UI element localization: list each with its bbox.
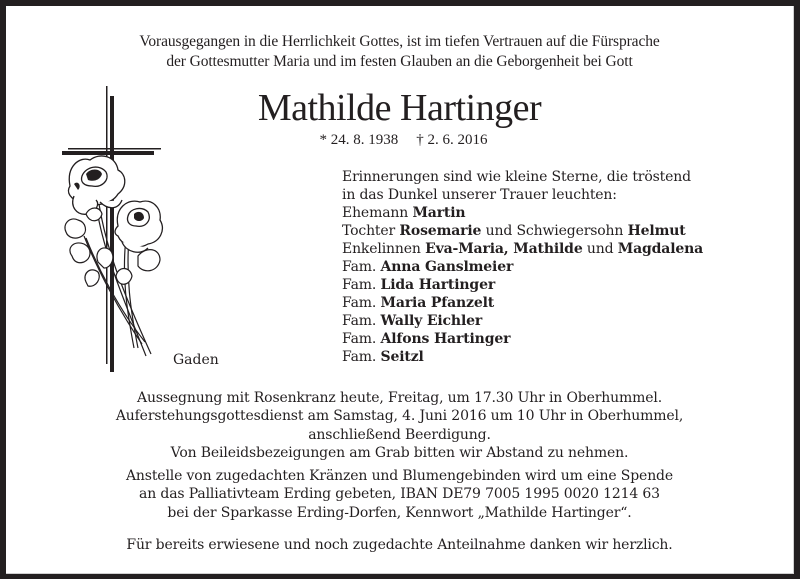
mourners-verse-line-1: Erinnerungen sind wie kleine Sterne, die tröstend bbox=[342, 169, 691, 185]
mourner-relation: Tochter bbox=[342, 223, 400, 239]
service-notices bbox=[6, 389, 793, 463]
mourner-name: Rosemarie bbox=[399, 223, 482, 239]
mourner-line bbox=[342, 240, 703, 258]
mourner-relation: Fam. bbox=[342, 349, 381, 365]
mourner-relation: Fam. bbox=[342, 331, 381, 347]
mourner-line bbox=[342, 204, 703, 222]
mourner-name: Magdalena bbox=[617, 241, 704, 257]
mourners-block bbox=[342, 168, 703, 366]
mourner-line bbox=[342, 330, 703, 348]
mourner-relation: und bbox=[582, 241, 618, 257]
mourner-relation: Fam. bbox=[342, 313, 381, 329]
mourner-list bbox=[342, 204, 703, 366]
mourner-relation: und Schwiegersohn bbox=[481, 223, 628, 239]
mourner-relation: Ehemann bbox=[342, 205, 413, 221]
notice-line-2: Auferstehungsgottesdienst am Samstag, 4. Juni 2016 um 10 Uhr in Oberhummel, bbox=[115, 408, 684, 425]
intro-line-1: Vorausgegangen in die Herrlichkeit Gottes, ist im tiefen Vertrauen auf die Fürsprache bbox=[139, 33, 660, 50]
mourner-line bbox=[342, 222, 703, 240]
mourner-line bbox=[342, 294, 703, 312]
mourner-name: Alfons Hartinger bbox=[380, 331, 511, 347]
notice-line-3: anschließend Beerdigung. bbox=[308, 426, 491, 443]
cross-with-roses-icon bbox=[56, 86, 216, 386]
mourner-name: Lida Hartinger bbox=[380, 277, 496, 293]
mourner-line bbox=[342, 258, 703, 276]
obituary-card bbox=[6, 6, 794, 574]
mourner-name: Maria Pfanzelt bbox=[380, 295, 495, 311]
place-of-residence: Gaden bbox=[173, 352, 219, 368]
mourner-line bbox=[342, 276, 703, 294]
notice-line-4: Von Beileidsbezeigungen am Grab bitten wir Abstand zu nehmen. bbox=[170, 445, 629, 462]
mourner-relation: Fam. bbox=[342, 277, 381, 293]
donation-line-2: an das Palliativteam Erding gebeten, IBAN DE79 7005 1995 0020 1214 63 bbox=[139, 486, 660, 503]
mourner-line bbox=[342, 348, 703, 366]
mourner-relation: Enkelinnen bbox=[342, 241, 426, 257]
donation-request bbox=[6, 467, 793, 522]
mourner-relation: Fam. bbox=[342, 295, 381, 311]
birth-date: * 24. 8. 1938 bbox=[319, 132, 399, 148]
mourner-name: Wally Eichler bbox=[380, 313, 483, 329]
mourner-name: Helmut bbox=[627, 223, 686, 239]
mourner-name: Anna Ganslmeier bbox=[380, 259, 514, 275]
mourner-name: Eva-Maria, Mathilde bbox=[425, 241, 583, 257]
mourners-verse-line-2: in das Dunkel unserer Trauer leuchten: bbox=[342, 187, 617, 203]
donation-line-1: Anstelle von zugedachten Kränzen und Blumengebinden wird um eine Spende bbox=[125, 468, 674, 484]
donation-line-3: bei der Sparkasse Erding-Dorfen, Kennwort „Mathilde Hartinger“. bbox=[167, 504, 632, 521]
intro-line-2: der Gottesmutter Maria und im festen Glauben an die Geborgenheit bei Gott bbox=[166, 53, 633, 70]
mourner-name: Seitzl bbox=[380, 349, 424, 365]
intro-verse bbox=[6, 32, 793, 72]
mourner-relation: Fam. bbox=[342, 259, 381, 275]
death-date: † 2. 6. 2016 bbox=[416, 132, 488, 148]
mourner-line bbox=[342, 312, 703, 330]
deceased-name: Mathilde Hartinger bbox=[257, 87, 542, 129]
thanks-line: Für bereits erwiesene und noch zugedachte Anteilnahme danken wir herzlich. bbox=[126, 537, 673, 553]
mourner-name: Martin bbox=[412, 205, 466, 221]
notice-line-1: Aussegnung mit Rosenkranz heute, Freitag, um 17.30 Uhr in Oberhummel. bbox=[136, 390, 663, 406]
